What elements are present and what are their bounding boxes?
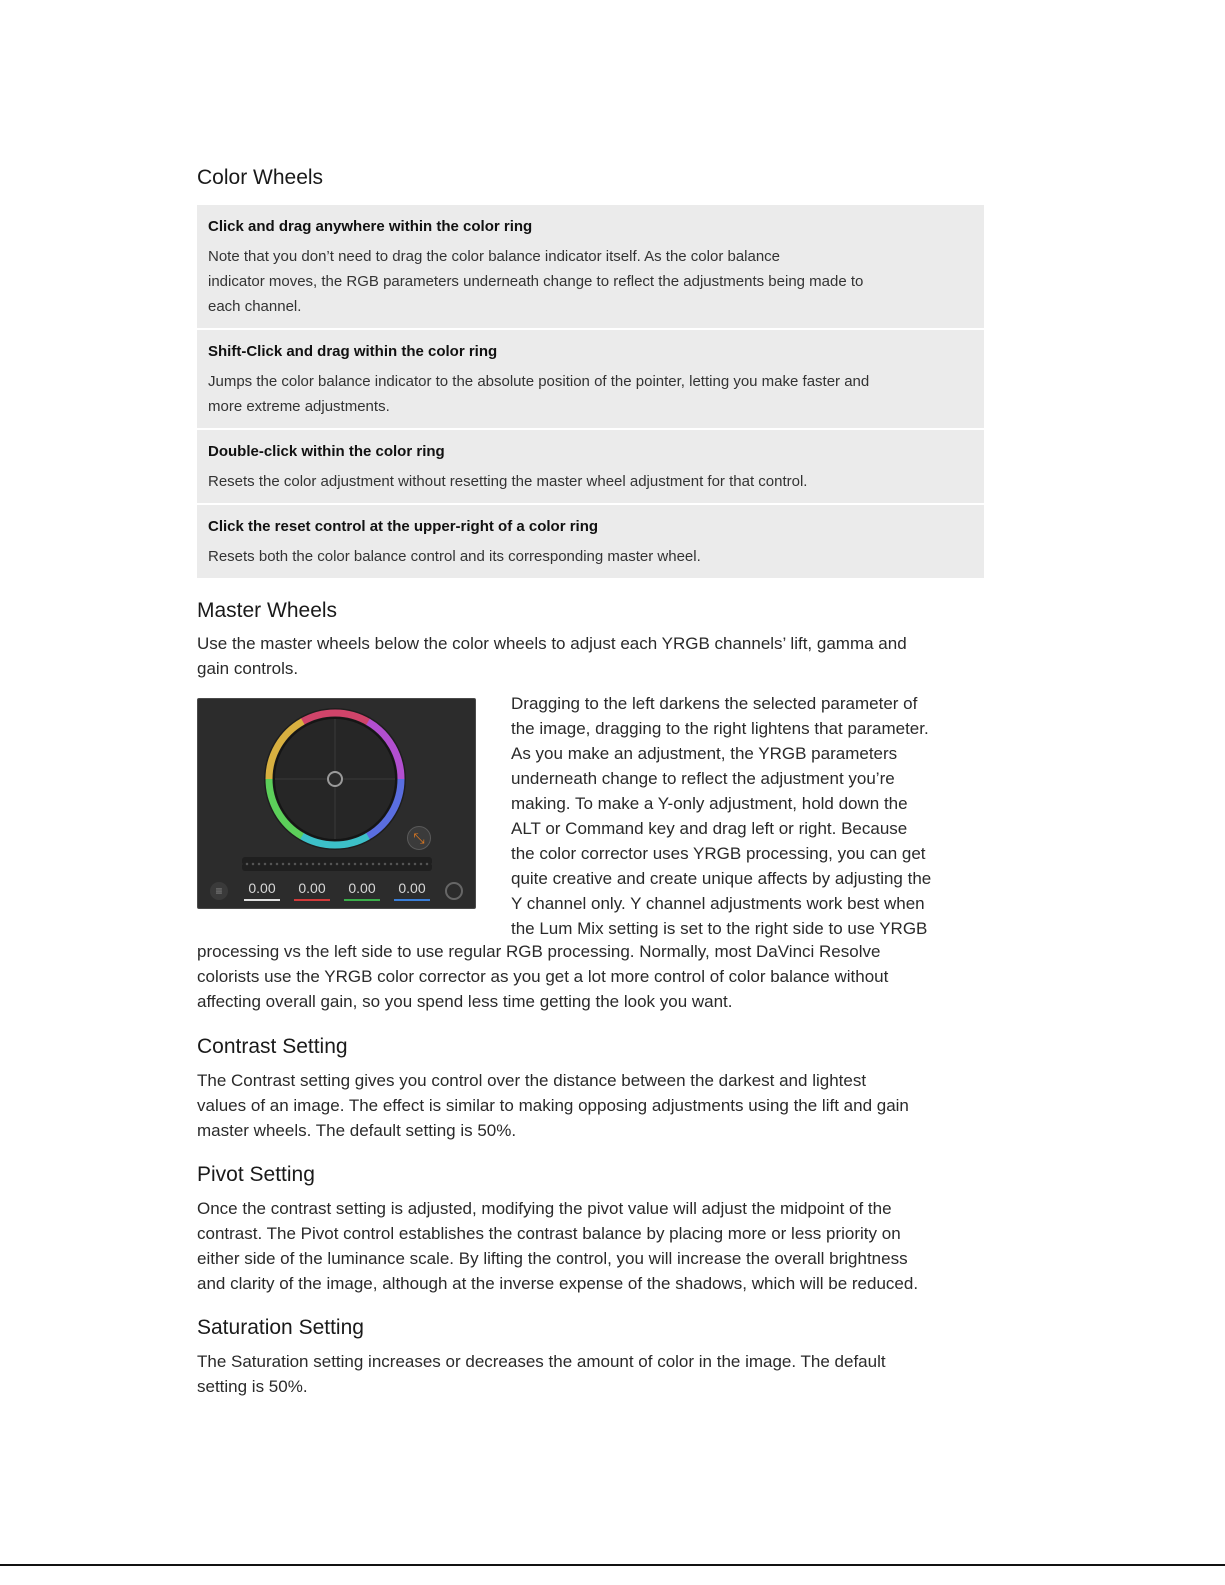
- master-wheels-intro: [197, 631, 984, 681]
- text-line: either side of the luminance scale. By lifting the control, you will increase the overall brightness: [197, 1249, 908, 1268]
- value-b[interactable]: 0.00: [394, 880, 430, 901]
- text-line: Dragging to the left darkens the selected parameter of: [511, 694, 918, 713]
- value-y[interactable]: 0.00: [244, 880, 280, 901]
- desc-line: Resets the color adjustment without resetting the master wheel adjustment for that control.: [208, 473, 808, 490]
- color-wheel-widget: [197, 698, 476, 909]
- text-line: ALT or Command key and drag left or right. Because: [511, 819, 908, 838]
- desc-line: more extreme adjustments.: [208, 398, 390, 415]
- row-term: Click the reset control at the upper-right of a color ring: [208, 518, 599, 535]
- value-r[interactable]: 0.00: [294, 880, 330, 901]
- table-row: [197, 505, 984, 578]
- contrast-text: [197, 1068, 984, 1143]
- master-wheels-continued: [197, 939, 984, 1014]
- text-line: Use the master wheels below the color wheels to adjust each YRGB channels’ lift, gamma and: [197, 634, 907, 653]
- dial-icon[interactable]: [445, 882, 463, 900]
- master-wheels-wrap-text: [511, 691, 984, 941]
- text-line: values of an image. The effect is similar to making opposing adjustments using the lift and gain: [197, 1096, 909, 1115]
- value-g[interactable]: 0.00: [344, 880, 380, 901]
- desc-line: each channel.: [208, 298, 302, 315]
- desc-line: indicator moves, the RGB parameters underneath change to reflect the adjustments being made to: [208, 273, 864, 290]
- text-line: The Contrast setting gives you control over the distance between the darkest and lightest: [197, 1071, 867, 1090]
- text-line: and clarity of the image, although at the inverse expense of the shadows, which will be reduced.: [197, 1274, 919, 1293]
- row-term: Shift-Click and drag within the color ring: [208, 343, 498, 360]
- heading-master-wheels: Master Wheels: [197, 599, 338, 622]
- color-ring[interactable]: [260, 707, 410, 857]
- table-row: [197, 330, 984, 430]
- heading-color-wheels: Color Wheels: [197, 166, 324, 189]
- desc-line: Resets both the color balance control and its corresponding master wheel.: [208, 548, 701, 565]
- text-line: gain controls.: [197, 659, 299, 678]
- text-line: setting is 50%.: [197, 1377, 308, 1396]
- row-desc: [208, 369, 972, 419]
- table-row: [197, 430, 984, 505]
- reset-icon[interactable]: ⤡: [407, 826, 431, 850]
- row-desc: [208, 469, 972, 494]
- text-line: Once the contrast setting is adjusted, modifying the pivot value will adjust the midpoint of the: [197, 1199, 892, 1218]
- text-line: master wheels. The default setting is 50%.: [197, 1121, 517, 1140]
- text-line: underneath change to reflect the adjustment you’re: [511, 769, 895, 788]
- pivot-text: [197, 1196, 984, 1296]
- text-line: affecting overall gain, so you spend less time getting the look you want.: [197, 992, 733, 1011]
- saturation-text: [197, 1349, 984, 1399]
- heading-saturation-setting: Saturation Setting: [197, 1316, 364, 1339]
- row-desc: [208, 244, 972, 319]
- page-bottom-rule: [0, 1564, 1225, 1566]
- row-term: Double-click within the color ring: [208, 443, 445, 460]
- text-line: the Lum Mix setting is set to the right side to use YRGB: [511, 919, 928, 938]
- shortcut-table: [197, 205, 984, 578]
- balance-indicator[interactable]: [328, 772, 342, 786]
- heading-contrast-setting: Contrast Setting: [197, 1035, 348, 1058]
- heading-pivot-setting: Pivot Setting: [197, 1163, 315, 1186]
- text-line: The Saturation setting increases or decreases the amount of color in the image. The default: [197, 1352, 886, 1371]
- text-line: colorists use the YRGB color corrector as you get a lot more control of color balance without: [197, 967, 889, 986]
- text-line: As you make an adjustment, the YRGB parameters: [511, 744, 898, 763]
- menu-icon[interactable]: ≡: [210, 882, 228, 900]
- text-line: Y channel only. Y channel adjustments work best when: [511, 894, 925, 913]
- text-line: quite creative and create unique affects by adjusting the: [511, 869, 932, 888]
- row-desc: [208, 544, 972, 569]
- master-wheel-slider[interactable]: [242, 857, 432, 871]
- table-row: [197, 205, 984, 330]
- text-line: the color corrector uses YRGB processing, you can get: [511, 844, 926, 863]
- row-term: Click and drag anywhere within the color ring: [208, 218, 533, 235]
- text-line: the image, dragging to the right lightens that parameter.: [511, 719, 929, 738]
- text-line: processing vs the left side to use regular RGB processing. Normally, most DaVinci Resolve: [197, 942, 881, 961]
- text-line: contrast. The Pivot control establishes the contrast balance by placing more or less priority on: [197, 1224, 901, 1243]
- text-line: making. To make a Y-only adjustment, hold down the: [511, 794, 908, 813]
- desc-line: Note that you don’t need to drag the color balance indicator itself. As the color balance: [208, 248, 781, 265]
- desc-line: Jumps the color balance indicator to the absolute position of the pointer, letting you make faster and: [208, 373, 870, 390]
